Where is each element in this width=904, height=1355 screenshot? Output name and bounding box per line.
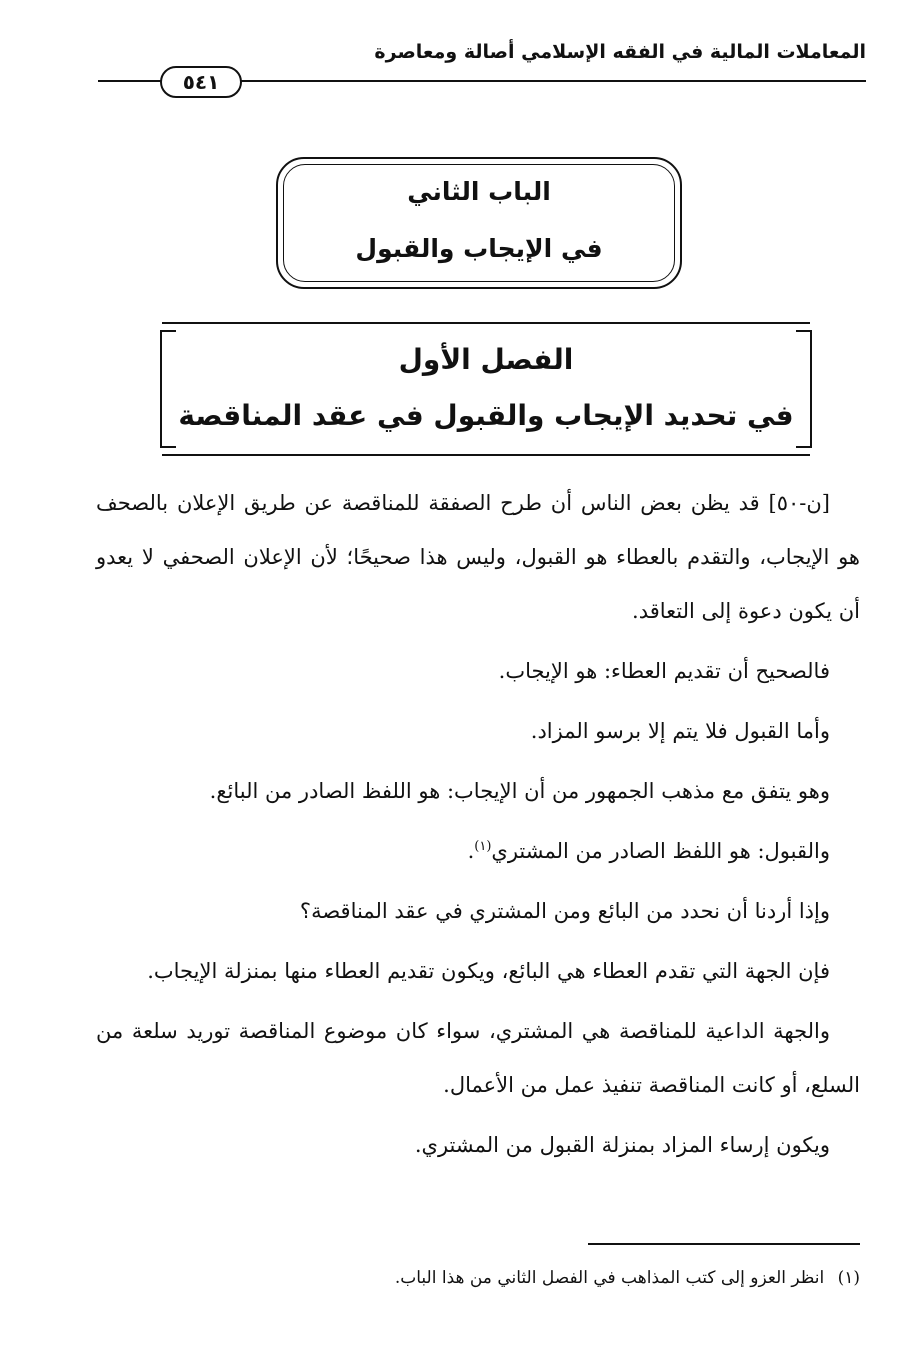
footnote-text: انظر العزو إلى كتب المذاهب في الفصل الثاني من هذا الباب. [394, 1268, 825, 1288]
paragraph-3: وأما القبول فلا يتم إلا برسو المزاد. [530, 719, 830, 743]
chapter-subtitle: في تحديد الإيجاب والقبول في عقد المناقصة [178, 399, 794, 432]
chapter-title: الفصل الأول [398, 343, 574, 376]
running-title: المعاملات المالية في الفقه الإسلامي أصالة ومعاصرة [374, 41, 866, 63]
chapter-heading-frame [162, 322, 810, 456]
chapter-frame-right-bracket [796, 330, 812, 448]
paragraph-1: [ن-٥٠] قد يظن بعض الناس أن طرح الصفقة للمناقصة عن طريق الإعلان بالصحف هو الإيجاب، والتقدم بالعطاء هو القبول، وليس هذا صحيحًا؛ لأن الإعلان الصحفي لا يعدو أن يكون دعوة إلى التعاقد. [96, 491, 860, 623]
footnote-number: (١) [837, 1268, 860, 1288]
part-subtitle: في الإيجاب والقبول [355, 234, 603, 263]
page-number: ٥٤١ [160, 66, 242, 98]
footnote-reference[interactable]: (١) [474, 839, 492, 854]
part-title: الباب الثاني [407, 177, 551, 206]
paragraph-7: فإن الجهة التي تقدم العطاء هي البائع، ويكون تقديم العطاء منها بمنزلة الإيجاب. [147, 959, 830, 983]
part-heading-frame [276, 157, 682, 289]
chapter-frame-left-bracket [160, 330, 176, 448]
paragraph-5-text: والقبول: هو اللفظ الصادر من المشتري [491, 839, 830, 863]
paragraph-5 [96, 824, 860, 878]
footnote-separator [588, 1243, 860, 1245]
paragraph-6: وإذا أردنا أن نحدد من البائع ومن المشتري في عقد المناقصة؟ [299, 899, 830, 923]
body-text [96, 476, 860, 1172]
paragraph-8: والجهة الداعية للمناقصة هي المشتري، سواء كان موضوع المناقصة توريد سلعة من السلع، أو كانت المناقصة تنفيذ عمل من الأعمال. [96, 1019, 860, 1097]
paragraph-5-end: . [467, 839, 475, 863]
paragraph-4: وهو يتفق مع مذهب الجمهور من أن الإيجاب: هو اللفظ الصادر من البائع. [209, 779, 830, 803]
paragraph-9: ويكون إرساء المزاد بمنزلة القبول من المشتري. [414, 1133, 830, 1157]
part-heading-inner-frame [283, 164, 675, 282]
footnote [96, 1262, 860, 1294]
paragraph-2: فالصحيح أن تقديم العطاء: هو الإيجاب. [498, 659, 830, 683]
